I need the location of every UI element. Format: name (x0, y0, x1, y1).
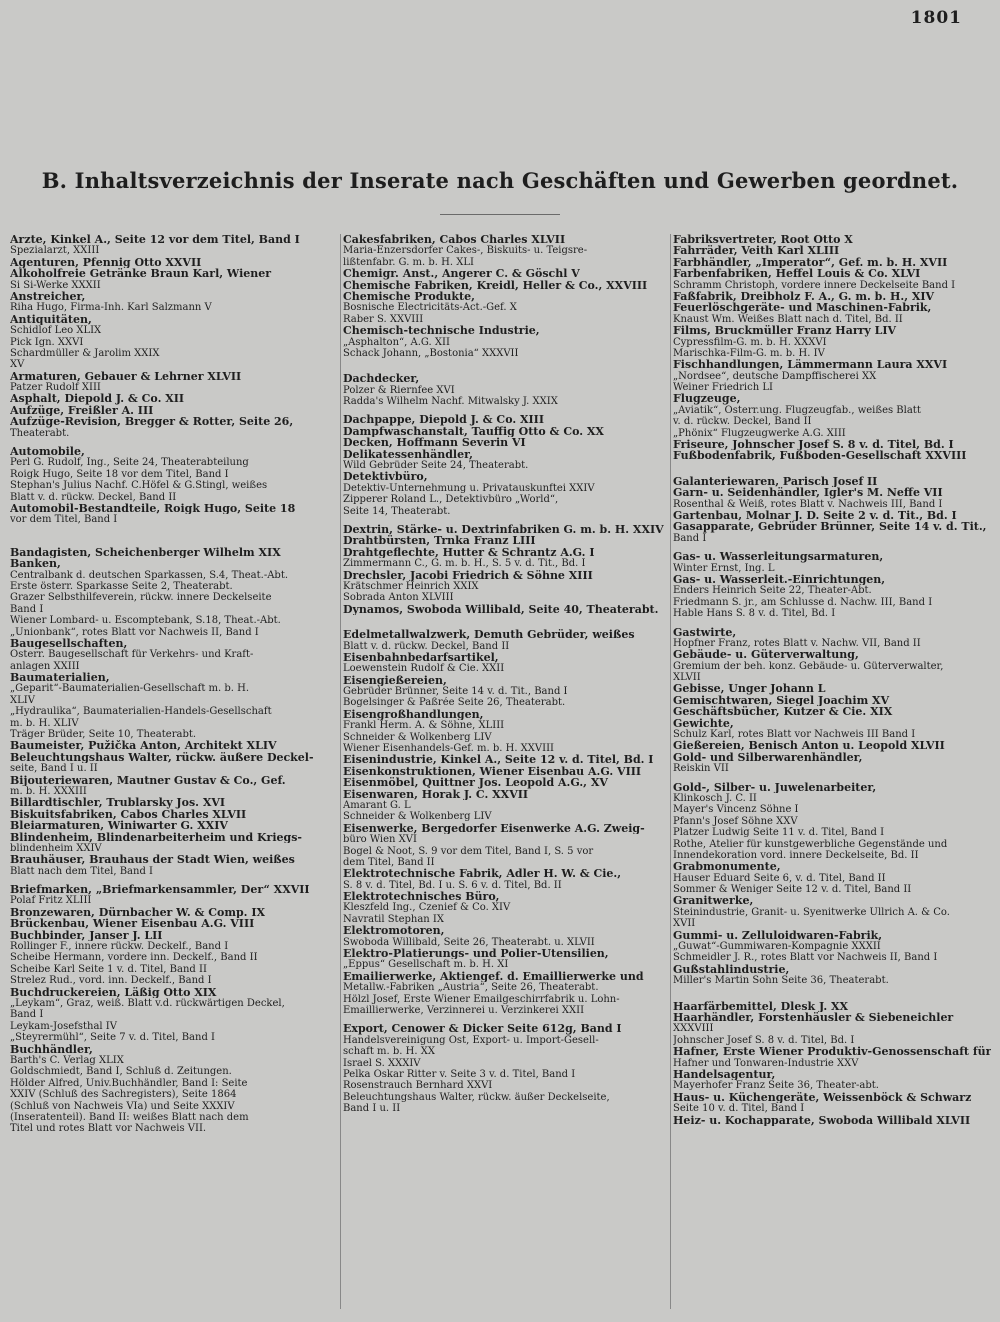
index-entry: Loewenstein Rudolf & Cie. XXII (343, 663, 505, 675)
index-entry: Alkoholfreie Getränke Braun Karl, Wiener (10, 268, 272, 280)
index-entry: Elektrotechnisches Büro, (343, 891, 500, 903)
heading-rule (440, 214, 560, 215)
index-entry: Gremium der beh. konz. Gebäude- u. Güterverwalter, (673, 660, 944, 672)
index-entry: Navratil Stephan IX (343, 913, 444, 925)
index-entry: „Hydraulika“, Baumaterialien-Handels-Gesellschaft (10, 706, 272, 718)
index-entry: Drechsler, Jacobi Friedrich & Söhne XIII (343, 569, 593, 581)
index-entry: Schardmüller & Jarolim XXIX (10, 347, 160, 359)
index-entry: Innendekoration vord. innere Deckelseite, Bd. II (673, 849, 919, 861)
index-entry: Biskuitsfabriken, Cabos Charles XLVII (10, 808, 247, 821)
index-entry: Scheibe Hermann, vordere inn. Deckelf., Band II (10, 952, 258, 964)
index-entry: Hölzl Josef, Erste Wiener Emailgeschirrfabrik u. Lohn- (343, 993, 620, 1005)
index-entry: Chemische Produkte, (343, 290, 475, 303)
index-entry: Roigk Hugo, Seite 18 vor dem Titel, Band I (10, 468, 229, 480)
index-entry: seite, Band I u. II (10, 763, 98, 775)
index-column-2 (340, 234, 665, 1309)
index-entry: Polzer & Riernfee XVI (343, 384, 455, 396)
index-column-1 (10, 234, 332, 1309)
index-entry: Beleuchtungshaus Walter, rückw. äußere Deckel- (10, 751, 314, 764)
index-entry: Bronzewaren, Dürnbacher W. & Comp. IX (10, 906, 266, 919)
index-entry: Gußstahlindustrie, (673, 963, 790, 976)
index-entry: S. 8 v. d. Titel, Bd. I u. S. 6 v. d. Titel, Bd. II (343, 879, 562, 891)
index-entry: Stephan's Julius Nachf. C.Höfel & G.Stingl, weißes (10, 480, 268, 492)
index-entry: Chemische Fabriken, Kreidl, Heller & Co., XXVIII (343, 279, 648, 291)
index-entry: Gastwirte, (673, 626, 737, 638)
index-entry: Barth's C. Verlag XLIX (10, 1054, 124, 1066)
index-entry: Swoboda Willibald, Seite 26, Theaterabt. u. XLVII (343, 936, 595, 948)
index-entry: Asphalt, Diepold J. & Co. XII (10, 393, 185, 405)
index-entry: Knaust Wm. Weißes Blatt nach d. Titel, Bd. II (673, 313, 903, 325)
index-entry: Antiquitäten, (10, 313, 92, 326)
index-entry: Seite 10 v. d. Titel, Band I (673, 1103, 805, 1115)
index-entry: Heiz- u. Kochapparate, Swoboda Willibald XLVII (673, 1114, 971, 1126)
index-entry: Bogelsinger & Paßrée Seite 26, Theaterabt. (343, 697, 566, 709)
index-entry: Fischhandlungen, Lämmermann Laura XXVI (673, 359, 948, 371)
index-entry: Eisenwerke, Bergedorfer Eisenwerke A.G. Zweig- (343, 822, 645, 835)
index-entry: Haus- u. Küchengeräte, Weissenböck & Schwarz (673, 1091, 972, 1104)
index-entry: Miller's Martin Sohn Seite 36, Theaterabt. (673, 975, 889, 987)
index-entry: Schramm Christoph, vordere innere Deckelseite Band I (673, 279, 956, 291)
index-entry: Eisengießereien, (343, 674, 447, 687)
index-entry: Gummi- u. Zelluloidwaren-Fabrik, (673, 929, 883, 942)
spacer (10, 540, 332, 547)
index-entry: lißtenfabr. G. m. b. H. XLI (343, 256, 474, 268)
index-entry: Goldschmiedt, Band I, Schluß d. Zeitungen. (10, 1066, 232, 1078)
index-entry: Hable Hans S. 8 v. d. Titel, Bd. I (673, 608, 836, 620)
index-entry: Billardtischler, Trublarsky Jos. XVI (10, 797, 226, 809)
index-entry: Films, Bruckmüller Franz Harry LIV (673, 325, 897, 337)
index-entry: „Eppus“ Gesellschaft m. b. H. XI (343, 959, 509, 971)
index-entry: Scheibe Karl Seite 1 v. d. Titel, Band II (10, 963, 207, 975)
index-entry: m. b. H. XXXIII (10, 785, 87, 797)
index-entry: Wiener Eisenhandels-Gef. m. b. H. XXVIII (343, 743, 554, 755)
index-entry: Schmeidler J. R., rotes Blatt vor Nachweis II, Band I (673, 952, 938, 964)
index-entry: „Phönix“ Flugzeugwerke A.G. XIII (673, 427, 846, 439)
index-entry: Baumaterialien, (10, 672, 110, 684)
index-entry: Gas- u. Wasserleitungsarmaturen, (673, 551, 884, 563)
spacer (343, 359, 665, 373)
index-entry: Briefmarken, „Briefmarkensammler, Der“ XXVII (10, 884, 310, 896)
index-entry: Galanteriewaren, Parisch Josef II (673, 475, 878, 488)
index-entry: Chemigr. Anst., Angerer C. & Göschl V (343, 268, 580, 280)
index-entry: Dachdecker, (343, 373, 420, 385)
index-entry: Polaf Fritz XLIII (10, 895, 92, 907)
index-entry: XXXVIII (673, 1023, 714, 1035)
index-entry: Agenturen, Pfennig Otto XXVII (10, 256, 202, 269)
index-entry: dem Titel, Band II (343, 856, 435, 868)
index-entry: Gold-, Silber- u. Juwelenarbeiter, (673, 781, 877, 793)
spacer (343, 1016, 665, 1023)
index-entry: Schack Johann, „Bostonia“ XXXVII (343, 347, 519, 359)
index-entry: Faßfabrik, Dreibholz F. A., G. m. b. H., XIV (673, 290, 935, 303)
index-entry: Kleszfeld Ing., Czenief & Co. XIV (343, 902, 511, 914)
spacer (673, 462, 991, 476)
index-entry: anlagen XXIII (10, 660, 80, 672)
index-entry: Geschäftsbücher, Kutzer & Cie. XIX (673, 706, 893, 718)
index-entry: Ärzte, Kinkel A., Seite 12 vor dem Titel, Band I (10, 234, 300, 246)
index-entry: Gas- u. Wasserleit.-Einrichtungen, (673, 573, 886, 586)
spacer (673, 620, 991, 627)
index-entry: XVII (673, 918, 696, 930)
index-entry: Flugzeuge, (673, 393, 741, 405)
index-entry: XLIV (10, 694, 35, 706)
index-entry: Cypressfilm-G. m. b. H. XXXVI (673, 336, 827, 348)
index-entry: Band I u. II (343, 1103, 401, 1115)
index-entry: Automobil-Bestandteile, Roigk Hugo, Seite 18 (10, 502, 296, 515)
index-entry: Israel S. XXXIV (343, 1057, 421, 1069)
index-entry: Detektiv-Unternehmung u. Privatauskunftei XXIV (343, 482, 595, 494)
index-entry: Eisenmöbel, Quittner Jos. Leopold A.G., XV (343, 777, 608, 789)
index-entry: Fußbodenfabrik, Fußboden-Gesellschaft XXVIII (673, 450, 967, 462)
index-entry: Winter Ernst, Ing. L (673, 562, 775, 574)
index-entry: Frankl Herm. A. & Söhne, XLIII (343, 720, 505, 732)
index-entry: Bleiarmaturen, Winiwarter G. XXIV (10, 820, 228, 832)
index-entry: schaft m. b. H. XX (343, 1046, 435, 1058)
index-entry: Metallw.-Fabriken „Austria“, Seite 26, Theaterabt. (343, 982, 599, 994)
index-entry: Band I (10, 1009, 44, 1021)
index-entry: Steinindustrie, Granit- u. Syenitwerke Ullrich A. & Co. (673, 906, 950, 918)
index-entry: Maria-Enzersdorfer Cakes-, Biskuits- u. Teigsre- (343, 245, 588, 257)
index-entry: „Asphalton“, A.G. XII (343, 336, 450, 348)
index-entry: Platzer Ludwig Seite 11 v. d. Titel, Band I (673, 827, 885, 839)
index-entry: Friedmann S. jr., am Schlusse d. Nachw. III, Band I (673, 596, 933, 608)
index-entry: v. d. rückw. Deckel, Band II (673, 416, 812, 428)
index-entry: Schulz Karl, rotes Blatt vor Nachweis III Band I (673, 729, 916, 741)
index-entry: Armaturen, Gebauer & Lehrner XLVII (10, 370, 242, 383)
spacer (10, 526, 332, 540)
index-entry: Raber S. XXVIII (343, 313, 424, 325)
index-entry: Eisenbahnbedarfsartikel, (343, 651, 499, 664)
index-entry: Pelka Oskar Ritter v. Seite 3 v. d. Titel, Band I (343, 1068, 576, 1080)
index-entry: Dampfwaschanstalt, Tauffig Otto & Co. XX (343, 425, 604, 438)
index-entry: Wiener Lombard- u. Escomptebank, S.18, Theat.-Abt. (10, 615, 281, 627)
index-entry: Brauhäuser, Brauhaus der Stadt Wien, weißes (10, 854, 295, 866)
index-entry: Theaterabt. (10, 427, 70, 439)
index-entry: Fabriksvertreter, Root Otto X (673, 234, 853, 246)
index-entry: Farbhändler, „Imperator“, Gef. m. b. H. XVII (673, 256, 948, 269)
index-entry: Mayer's Vincenz Söhne I (673, 804, 799, 816)
index-entry: Dynamos, Swoboda Willibald, Seite 40, Theaterabt. (343, 603, 659, 616)
index-entry: Klinkosch J. C. II (673, 792, 757, 804)
index-entry: Baugesellschaften, (10, 637, 128, 650)
index-entry: Drahtgeflechte, Hutter & Schrantz A.G. I (343, 546, 595, 559)
index-entry: Gartenbau, Molnar J. D. Seite 2 v. d. Tit., Bd. I (673, 509, 957, 522)
index-entry: Baumeister, Pužička Anton, Architekt XLIV (10, 740, 277, 752)
index-entry: Patzer Rudolf XIII (10, 382, 101, 394)
index-entry: Grazer Selbsthilfeverein, rückw. innere Deckelseite (10, 592, 272, 604)
index-entry: Band I (673, 532, 707, 544)
index-entry: Mayerhofer Franz Seite 36, Theater-abt. (673, 1080, 879, 1092)
index-entry: Österr. Baugesellschaft für Verkehrs- und Kraft- (10, 649, 254, 661)
index-entry: Perl G. Rudolf, Ing., Seite 24, Theaterabteilung (10, 457, 249, 469)
index-entry: Gebäude- u. Güterverwaltung, (673, 649, 859, 661)
index-entry: m. b. H. XLIV (10, 717, 79, 729)
index-entry: Haarhändler, Forstenhäusler & Siebeneichler (673, 1012, 954, 1024)
index-entry: Schidlof Leo XLIX (10, 325, 102, 337)
index-entry: Pfann's Josef Söhne XXV (673, 815, 798, 827)
index-entry: Beleuchtungshaus Walter, rückw. äußer Deckelseite, (343, 1091, 610, 1103)
index-entry: „Guwat“-Gummiwaren-Kompagnie XXXII (673, 941, 881, 953)
index-entry: Fahrräder, Veith Karl XLIII (673, 245, 840, 257)
index-entry: Cakesfabriken, Cabos Charles XLVII (343, 234, 566, 246)
index-entry: Bijouteriewaren, Mautner Gustav & Co., Gef. (10, 774, 286, 786)
index-entry: Radda's Wilhelm Nachf. Mitwalsky J. XXIX (343, 396, 558, 408)
index-entry: „Aviatik“, Österr.ung. Flugzeugfab., weißes Blatt (673, 404, 921, 416)
index-entry: Haarfärbemittel, Dlesk J. XX (673, 1000, 849, 1012)
index-entry: Eisenkonstruktionen, Wiener Eisenbau A.G. VIII (343, 765, 641, 778)
index-entry: Johnscher Josef S. 8 v. d. Titel, Bd. I (673, 1034, 855, 1046)
index-entry: Gold- und Silberwarenhändler, (673, 751, 863, 764)
index-entry: Export, Cenower & Dicker Seite 612g, Band I (343, 1023, 622, 1035)
index-entry: Marischka-Film-G. m. b. H. IV (673, 347, 825, 359)
page-number: 1801 (910, 8, 962, 28)
index-entry: Eisenwaren, Horak J. C. XXVII (343, 788, 529, 800)
index-entry: Blatt v. d. rückw. Deckel, Band II (343, 640, 510, 652)
index-entry: Detektivbüro, (343, 471, 428, 483)
index-entry: Blatt nach dem Titel, Band I (10, 865, 153, 877)
page-heading: B. Inhaltsverzeichnis der Inserate nach Geschäften und Gewerben geordnet. (41, 168, 959, 193)
index-entry: Hafner und Tonwaren-Industrie XXV (673, 1057, 859, 1069)
index-entry: Handelsagentur, (673, 1068, 776, 1081)
index-entry: Schneider & Wolkenberg LIV (343, 731, 492, 743)
index-entry: Grabmonumente, (673, 861, 781, 873)
index-entry: Dextrin, Stärke- u. Dextrinfabriken G. m. b. H. XXIV (343, 523, 664, 536)
index-entry: Automobile, (10, 446, 85, 458)
index-entry: Feuerlöschgeräte- und Maschinen-Fabrik, (673, 302, 932, 314)
index-entry: Buchbinder, Janser J. LII (10, 929, 163, 942)
index-entry: XXIV (Schluß des Sachregisters), Seite 1864 (10, 1089, 237, 1101)
index-entry: Sommer & Weniger Seite 12 v. d. Titel, Band II (673, 884, 912, 896)
index-entry: Rollinger F., innere rückw. Deckelf., Band I (10, 941, 229, 953)
index-entry: Sobrada Anton XLVIII (343, 592, 454, 604)
index-entry: Drahtbürsten, Trnka Franz LIII (343, 535, 536, 547)
index-entry: Emaillierwerke, Verzinnerei u. Verzinkerei XXII (343, 1005, 585, 1016)
index-entry: Aufzüge, Freißler A. III (10, 404, 154, 417)
index-entry: Seite 14, Theaterabt. (343, 505, 451, 517)
index-entry: Aufzüge-Revision, Bregger & Rotter, Seite 26, (10, 416, 294, 428)
index-entry: Träger Brüder, Seite 10, Theaterabt. (10, 729, 197, 741)
index-entry: (Inseratenteil). Band II: weißes Blatt nach dem (10, 1111, 249, 1123)
index-entry: Gasapparate, Gebrüder Brünner, Seite 14 v. d. Tit., (673, 521, 987, 533)
index-entry: Anstreicher, (10, 290, 86, 303)
index-entry: Blatt v. d. rückw. Deckel, Band II (10, 491, 177, 503)
index-entry: Hauser Eduard Seite 6, v. d. Titel, Band II (673, 872, 886, 884)
index-entry: Elektrotechnische Fabrik, Adler H. W. & Cie., (343, 868, 622, 880)
index-entry: Gewichte, (673, 717, 734, 730)
index-entry: Buchdruckereien, Läßig Otto XIX (10, 986, 217, 998)
spacer (673, 775, 991, 782)
index-entry: Friseure, Johnscher Josef S. 8 v. d. Titel, Bd. I (673, 439, 954, 451)
index-entry: büro Wien XVI (343, 834, 417, 846)
index-entry: XLVII (673, 672, 701, 684)
index-entry: Decken, Hoffmann Severin VI (343, 437, 526, 449)
index-entry: Blindenheim, Blindenarbeiterheim und Kriegs- (10, 831, 302, 843)
index-entry: Farbenfabriken, Heffel Louis & Co. XLVI (673, 268, 921, 280)
index-entry: Leykam-Josefsthal IV (10, 1020, 117, 1032)
index-entry: Elektro-Platierungs- und Polier-Utensilien, (343, 948, 609, 960)
index-entry: Emailierwerke, Aktiengef. d. Emaillierwerke und (343, 970, 644, 983)
index-column-3 (670, 234, 991, 1309)
index-entry: Spezialarzt, XXIII (10, 245, 100, 257)
index-entry: Enders Heinrich Seite 22, Theater-Abt. (673, 585, 872, 597)
index-entry: Bosnische Electricitäts-Act.-Gef. X (343, 302, 517, 314)
index-entry: Rothe, Atelier für kunstgewerbliche Gegenstände und (673, 838, 948, 850)
index-entry: Brückenbau, Wiener Eisenbau A.G. VIII (10, 918, 255, 930)
index-entry: vor dem Titel, Band I (10, 514, 118, 526)
index-entry: Gemischtwaren, Siegel Joachim XV (673, 694, 890, 707)
index-entry: Si Si-Werke XXXII (10, 279, 101, 291)
index-entry: Titel und rotes Blatt vor Nachweis VII. (10, 1123, 207, 1135)
spacer (343, 407, 665, 414)
index-entry: Krätschmer Heinrich XXIX (343, 580, 479, 592)
index-entry: Schneider & Wolkenberg LIV (343, 811, 492, 823)
index-entry: Buchhändler, (10, 1043, 93, 1055)
index-entry: Edelmetallwalzwerk, Demuth Gebrüder, weißes (343, 629, 635, 641)
index-entry: Granitwerke, (673, 895, 754, 907)
index-entry: Dachpappe, Diepold J. & Co. XIII (343, 414, 544, 426)
index-entry: (Schluß von Nachweis VIa) und Seite XXXIV (10, 1100, 235, 1112)
index-entry: Reiskin VII (673, 763, 729, 775)
index-entry: Zimmermann C., G. m. b. H., S. 5 v. d. Tit., Bd. I (343, 558, 586, 570)
index-entry: Banken, (10, 558, 61, 570)
index-entry: Centralbank d. deutschen Sparkassen, S.4, Theat.-Abt. (10, 569, 289, 581)
index-entry: Weiner Friedrich LI (673, 382, 773, 394)
index-entry: Hölder Alfred, Univ.Buchhändler, Band I: Seite (10, 1077, 248, 1089)
index-entry: Elektromotoren, (343, 925, 445, 937)
index-entry: Garn- u. Seidenhändler, Igler's M. Neffe VII (673, 487, 943, 499)
index-entry: Gießereien, Benisch Anton u. Leopold XLVII (673, 740, 945, 752)
index-entry: Delikatessenhändler, (343, 448, 473, 461)
spacer (673, 544, 991, 551)
index-entry: „Unionbank“, rotes Blatt vor Nachweis II, Band I (10, 626, 259, 638)
index-entry: „Nordsee“, deutsche Dampffischerei XX (673, 370, 877, 382)
index-entry: Bandagisten, Scheichenberger Wilhelm XIX (10, 546, 281, 559)
index-entry: „Leykam“, Graz, weiß. Blatt v.d. rückwärtigen Deckel, (10, 998, 285, 1009)
index-entry: Strelez Rud., vord. inn. Deckelf., Band I (10, 975, 212, 987)
index-entry: Rosenthal & Weiß, rotes Blatt v. Nachweis III, Band I (673, 498, 943, 510)
index-entry: Chemisch-technische Industrie, (343, 325, 540, 337)
index-entry: Amarant G. L (343, 799, 411, 811)
index-entry: Hafner, Erste Wiener Produktiv-Genossenschaft für (673, 1046, 991, 1058)
index-entry: Wild Gebrüder Seite 24, Theaterabt. (343, 460, 529, 472)
index-entry: Handelsvereinigung Ost, Export- u. Import-Gesell- (343, 1034, 599, 1046)
index-entry: Zipperer Roland L., Detektivbüro „World“, (343, 494, 559, 506)
index-entry: Eisengroßhandlungen, (343, 708, 484, 721)
spacer (673, 987, 991, 1001)
index-entry: Eisenindustrie, Kinkel A., Seite 12 v. d. Titel, Bd. I (343, 754, 654, 766)
spacer (343, 517, 665, 524)
index-entry: Hopfner Franz, rotes Blatt v. Nachw. VII, Band II (673, 637, 921, 649)
index-entry: Gebisse, Unger Johann L (673, 683, 826, 695)
spacer (343, 615, 665, 629)
index-entry: Gebrüder Brünner, Seite 14 v. d. Tit., Band I (343, 686, 568, 698)
index-entry: Rosenstrauch Bernhard XXVI (343, 1080, 493, 1092)
index-entry: blindenheim XXIV (10, 842, 102, 854)
spacer (10, 877, 332, 884)
index-entry: XV (10, 359, 25, 371)
index-entry: Erste österr. Sparkasse Seite 2, Theaterabt. (10, 580, 233, 592)
index-entry: Bogel & Noot, S. 9 vor dem Titel, Band I, S. 5 vor (343, 845, 594, 857)
index-entry: Band I (10, 603, 44, 615)
index-entry: Riha Hugo, Firma-Inh. Karl Salzmann V (10, 302, 212, 314)
index-entry: Pick Ign. XXVI (10, 336, 84, 348)
index-entry: „Steyrermühl“, Seite 7 v. d. Titel, Band I (10, 1032, 215, 1044)
index-entry: „Geparit“-Baumaterialien-Gesellschaft m. b. H. (10, 683, 250, 695)
spacer (10, 439, 332, 446)
